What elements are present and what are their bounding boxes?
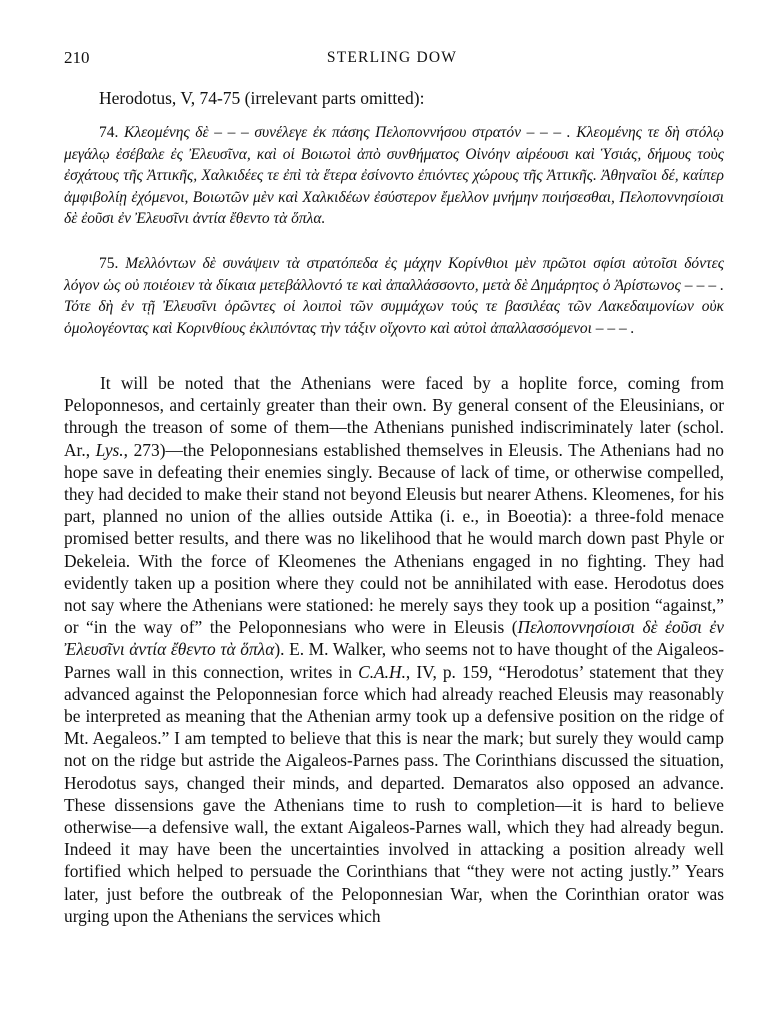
- passage-number: 75.: [99, 255, 119, 272]
- body-text-segment: ). E. M. Walker, who seems not to have thought of the Aigaleos-Parnes wall in this connection, writes in: [64, 639, 724, 682]
- passage-number: 74.: [99, 124, 119, 141]
- greek-passage-text: Μελλόντων δὲ συνάψειν τὰ στρατόπεδα ἐς μάχην Κορίνθιοι μὲν πρῶτοι σφίσι αὐτοῖσι δόντες λόγον ὡς οὐ ποιέοιεν τὰ δίκαια μετεβάλλοντό τε καὶ ἀπαλλάσσοντο, μετὰ δὲ Δημάρητος ὁ Ἀρίστωνος – – – . Τότε δὴ ἐν τῇ Ἐλευσῖνι ὁρῶντες οἱ λοιποὶ τῶν συμμάχων τούς τε βασιλέας τῶν Λακεδαιμονίων οὐκ ὁμολογέοντας καὶ Κορινθίους ἐκλιπόντας τὴν τάξιν οἴχοντο καὶ αὐτοὶ ἀπαλλασσόμενοι – – – .: [64, 255, 724, 337]
- body-text-segment: It will be noted that the Athenians were faced by a hoplite force, coming from Peloponnesos, and certainly greater than their own. By general consent of the Eleusinians, or through the treason of some of them—the Athenians punished indiscriminately later (schol. Ar.,: [64, 373, 724, 460]
- body-text-segment: , IV, p. 159, “Herodotus’ statement that they advanced against the Peloponnesian force which had already reached Eleusis may reasonably be interpreted as meaning that the Athenian army took up a defensive position on the ridge of Mt. Aegaleos.” I am tempted to believe that this is near the mark; but surely they would camp not on the ridge but astride the Aigaleos-Parnes pass. The Corinthians discussed the situation, Herodotus says, changed their minds, and departed. Demaratos also opposed an advance. These dissensions gave the Athenians time to rush to completion—it is hard to believe otherwise—a defensive wall, the extant Aigaleos-Parnes wall, which they had already begun. Indeed it may have been the uncertainties involved in attacking a position already well fortified which helped to persuade the Corinthians that “they were not acting justly.” Years later, just before the outbreak of the Peloponnesian War, when the Corinthian orator was urging upon the Athenians the services which: [64, 661, 724, 926]
- greek-passage-text: Κλεομένης δὲ – – – συνέλεγε ἐκ πάσης Πελοποννήσου στρατόν – – – . Κλεομένης τε δὴ στόλῳ μεγάλῳ ἐσέβαλε ἐς Ἐλευσῖνα, καὶ οἱ Βοιωτοὶ ἀπὸ συνθήματος Οἰνόην αἱρέουσι καὶ Ὑσιάς, δήμους τοὺς ἐσχάτους τῆς Ἀττικῆς, Χαλκιδέες τε ἐπὶ τὰ ἕτερα ἐσίνοντο ἐπιόντες χώρους τῆς Ἀττικῆς. Ἀθηναῖοι δέ, καίπερ ἀμφιβολίῃ ἐχόμενοι, Βοιωτῶν μὲν καὶ Χαλκιδέων ἐσύστερον ἔμελλον μνήμην ποιήσεσθαι, Πελοποννησίοισι δὲ ἐοῦσι ἐν Ἐλευσῖνι ἀντία ἔθεντο τὰ ὅπλα.: [64, 124, 724, 227]
- body-italic-citation: C.A.H.: [358, 661, 406, 682]
- page-number: 210: [64, 48, 90, 67]
- running-head: STERLING DOW: [326, 49, 458, 66]
- body-italic-citation: Lys.: [95, 439, 124, 460]
- body-greek-quotation: Πελοποννησίοισι δὲ ἐοῦσι ἐν Ἐλευσῖνι ἀντία ἔθεντο τὰ ὅπλα: [64, 617, 724, 660]
- body-paragraph: [64, 372, 724, 927]
- quote-intro: Herodotus, V, 74-75 (irrelevant parts omitted):: [99, 88, 425, 108]
- body-text-segment: , 273)—the Peloponnesians established themselves in Eleusis. The Athenians had no hope save in defeating their enemies singly. Because of lack of time, or otherwise compelled, they had decided to make their stand not beyond Eleusis but nearer Athens. Kleomenes, for his part, planned no union of the allies outside Attika (i. e., in Boeotia): a three-fold menace promised better results, and there was no likelihood that he would march down past Phyle or Dekeleia. With the force of Kleomenes the Athenians engaged in no fighting. They had evidently taken up a position where they could not be annihilated with ease. Herodotus does not say where the Athenians were stationed: he merely says they took up a position “against,” or “in the way of” the Peloponnesians who were in Eleusis (: [64, 439, 724, 638]
- greek-passage-74: [64, 122, 724, 230]
- greek-passage-75: [64, 253, 724, 339]
